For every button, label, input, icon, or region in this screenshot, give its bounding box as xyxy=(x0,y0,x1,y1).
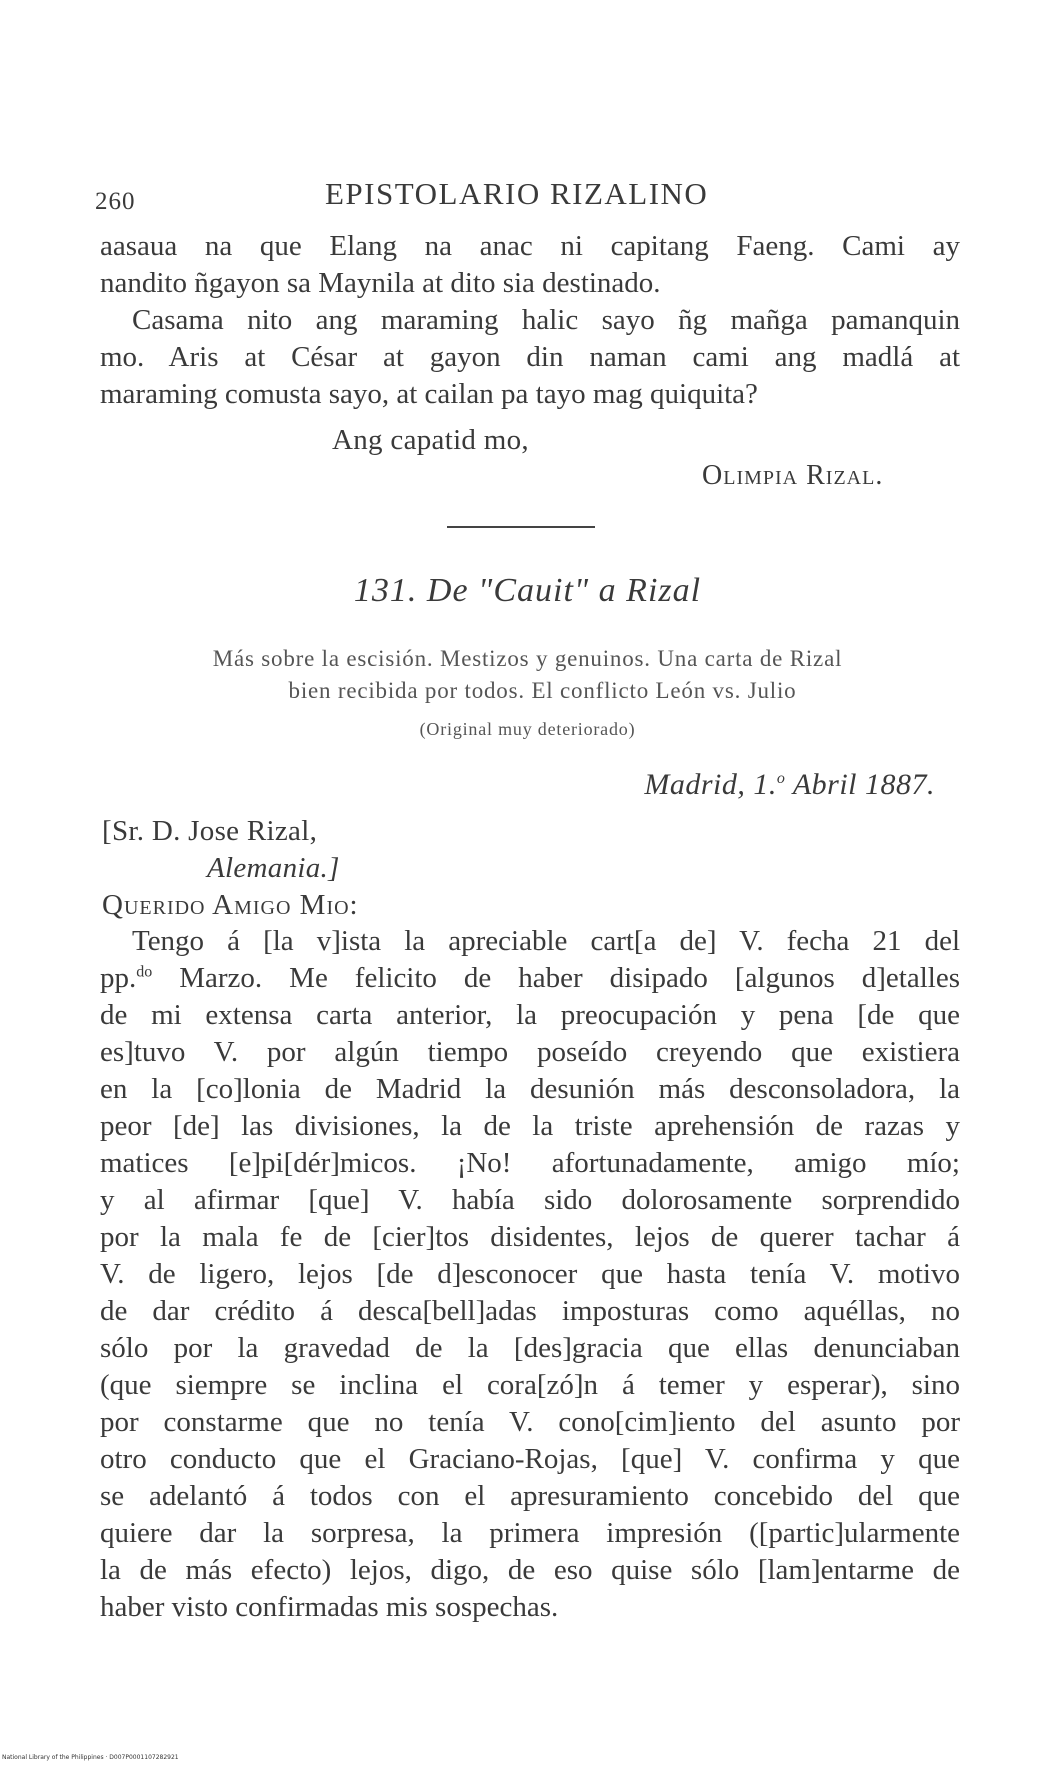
salutation: Querido Amigo Mio: xyxy=(102,889,359,921)
text-line: en la [co]lonia de Madrid la desunión más desconsoladora, la xyxy=(100,1073,960,1105)
text-line: nandito ñgayon sa Maynila at dito sia destinado. xyxy=(100,267,661,299)
text-line: de dar crédito á desca[bell]adas imposturas como aquéllas, no xyxy=(100,1295,960,1327)
page-number: 260 xyxy=(95,188,136,215)
letter-summary-line: bien recibida por todos. El conflicto León vs. Julio xyxy=(288,678,797,703)
text-line: V. de ligero, lejos [de d]esconocer que hasta tenía V. motivo xyxy=(100,1258,960,1290)
previous-letter-ending xyxy=(100,228,960,413)
closing: Ang capatid mo, xyxy=(332,424,529,456)
text-line: otro conducto que el Graciano-Rojas, [que] V. confirma y que xyxy=(100,1443,960,1475)
date-suffix: Abril 1887. xyxy=(785,768,935,801)
text-line: haber visto confirmadas mis sospechas. xyxy=(100,1591,559,1623)
text-line: por la mala fe de [cier]tos disidentes, lejos de querer tachar á xyxy=(100,1221,960,1253)
text-line: la de más efecto) lejos, digo, de eso quise sólo [lam]entarme de xyxy=(100,1554,960,1586)
letter-number: 131. xyxy=(353,572,418,609)
addressee-name: [Sr. D. Jose Rizal, xyxy=(102,815,318,847)
letter-title: De "Cauit" a Rizal xyxy=(426,572,702,609)
addressee-place: Alemania.] xyxy=(207,852,340,884)
date-prefix: Madrid, 1. xyxy=(644,768,777,801)
text-line xyxy=(100,960,960,997)
archive-footer: National Library of the Philippines · D007P0001107282921 xyxy=(2,1754,179,1761)
text-line: Tengo á [la v]ista la apreciable cart[a de] V. fecha 21 del xyxy=(132,925,960,957)
text-fragment: pp. xyxy=(100,962,137,994)
text-line: por constarme que no tenía V. cono[cim]iento del asunto por xyxy=(100,1406,960,1438)
text-line: es]tuvo V. por algún tiempo poseído creyendo que existiera xyxy=(100,1036,960,1068)
text-line: matices [e]pi[dér]micos. ¡No! afortunadamente, amigo mío; xyxy=(100,1147,960,1179)
letter-summary-line: Más sobre la escisión. Mestizos y genuinos. Una carta de Rizal xyxy=(212,646,843,671)
text-line: Casama nito ang maraming halic sayo ñg mañga pamanquin xyxy=(132,304,960,336)
running-title: EPISTOLARIO RIZALINO xyxy=(325,176,709,211)
text-line: mo. Aris at César at gayon din naman cami ang madlá at xyxy=(100,341,960,373)
text-line: (que siempre se inclina el cora[zó]n á temer y esperar), sino xyxy=(100,1369,960,1401)
letter-heading xyxy=(0,572,1055,610)
letter-body xyxy=(100,923,960,1626)
dateline xyxy=(644,768,935,802)
superscript: do xyxy=(136,963,153,981)
text-line: y al afirmar [que] V. había sido dolorosamente sorprendido xyxy=(100,1184,960,1216)
text-line: se adelantó á todos con el apresuramiento concebido del que xyxy=(100,1480,960,1512)
page-header xyxy=(95,170,955,220)
text-line: peor [de] las divisiones, la de la triste aprehensión de razas y xyxy=(100,1110,960,1142)
text-fragment: Marzo. Me felicito de haber disipado [algunos d]etalles xyxy=(152,962,960,994)
section-divider xyxy=(447,526,595,528)
text-line: aasaua na que Elang na anac ni capitang Faeng. Cami ay xyxy=(100,230,960,262)
text-line: sólo por la gravedad de la [des]gracia que ellas denunciaban xyxy=(100,1332,960,1364)
letter-note: (Original muy deteriorado) xyxy=(419,719,636,739)
text-line: maraming comusta sayo, at cailan pa tayo mag quiquita? xyxy=(100,378,758,410)
text-line: quiere dar la sorpresa, la primera impresión ([partic]ularmente xyxy=(100,1517,960,1549)
date-ordinal: o xyxy=(776,770,786,787)
text-line: de mi extensa carta anterior, la preocupación y pena [de que xyxy=(100,999,960,1031)
signature: Olimpia Rizal. xyxy=(702,460,884,491)
